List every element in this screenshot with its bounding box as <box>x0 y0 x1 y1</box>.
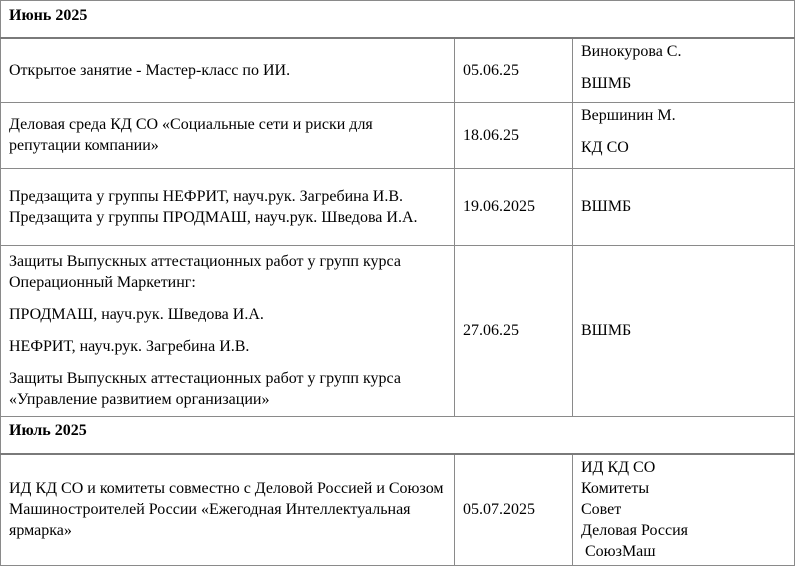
org-cell <box>573 454 795 566</box>
month-header-row <box>1 416 795 454</box>
event-text: Предзащита у группы НЕФРИТ, науч.рук. Загребина И.В. Предзащита у группы ПРОДМАШ, науч.рук. Шведова И.А. <box>9 187 418 226</box>
org-cell <box>573 38 795 102</box>
table-row <box>1 102 795 168</box>
date-cell: 05.07.2025 <box>455 454 573 566</box>
month-header: Июль 2025 <box>1 416 795 454</box>
event-text: ИД КД СО и комитеты совместно с Деловой Россией и Союзом Машиностроителей России «Ежегодная Интеллектуальная ярмарка» <box>9 480 444 539</box>
event-cell <box>1 245 455 416</box>
date-cell: 27.06.25 <box>455 245 573 416</box>
event-paragraph: НЕФРИТ, науч.рук. Загребина И.В. <box>9 338 250 355</box>
org-cell <box>573 102 795 168</box>
event-cell <box>1 454 455 566</box>
event-text: Открытое занятие - Мастер-класс по ИИ. <box>9 61 291 79</box>
org-line: Вершинин М. <box>581 106 676 124</box>
event-cell <box>1 102 455 168</box>
org-line: ВШМБ <box>581 198 632 215</box>
org-line: Винокурова С. <box>581 43 682 60</box>
table-row <box>1 454 795 566</box>
org-cell <box>573 245 795 416</box>
event-paragraph: ПРОДМАШ, науч.рук. Шведова И.А. <box>9 306 264 323</box>
org-cell <box>573 168 795 245</box>
table-row <box>1 245 795 416</box>
event-paragraph: Защиты Выпускных аттестационных работ у групп курса Операционный Маркетинг: <box>9 253 401 291</box>
month-header-row <box>1 1 795 39</box>
org-line: СоюзМаш <box>581 542 656 560</box>
event-cell <box>1 168 455 245</box>
org-line: КД СО <box>581 138 629 156</box>
event-cell <box>1 38 455 102</box>
date-cell: 19.06.2025 <box>455 168 573 245</box>
org-line: Деловая Россия <box>581 521 689 539</box>
month-header: Июнь 2025 <box>1 1 795 39</box>
table-row <box>1 168 795 245</box>
date-cell: 18.06.25 <box>455 102 573 168</box>
org-line: Комитеты <box>581 479 650 497</box>
table-row <box>1 38 795 102</box>
date-cell: 05.06.25 <box>455 38 573 102</box>
event-text: Деловая среда КД СО «Социальные сети и риски для репутации компании» <box>9 116 373 154</box>
event-paragraph: Защиты Выпускных аттестационных работ у групп курса «Управление развитием организации» <box>9 370 401 408</box>
org-line: ВШМБ <box>581 322 632 339</box>
org-line: Совет <box>581 500 622 518</box>
org-line: ВШМБ <box>581 75 632 92</box>
org-line: ИД КД СО <box>581 458 656 476</box>
